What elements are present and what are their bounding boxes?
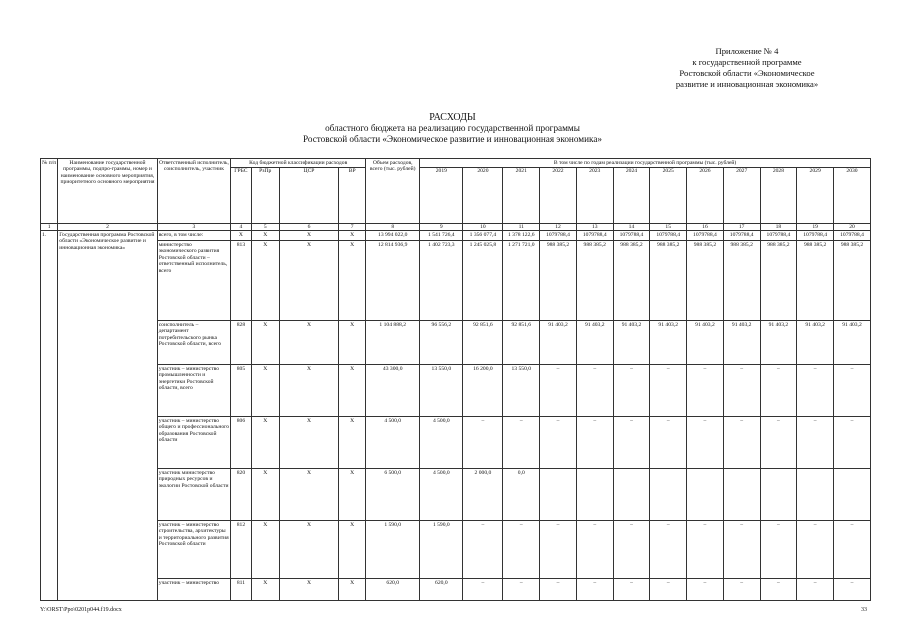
year-value-cell: 988 385,2 [540,241,577,321]
year-value-cell: 1079788,4 [540,231,577,241]
executor-cell: соисполнитель – департамент потребительского рынка Ростовской области, всего [157,321,230,365]
program-name: Государственная программа Ростовской области «Экономическое развитие и инновационная экономика» [58,231,157,601]
header-year: 2022 [540,167,577,223]
year-value-cell: 1079788,4 [687,231,724,241]
year-value-cell: 1 402 723,3 [420,241,463,321]
header-year: 2029 [797,167,834,223]
year-value-cell [834,469,871,521]
vr-cell: X [339,231,366,241]
column-number: 6 [279,223,338,231]
column-number: 18 [760,223,797,231]
total-cell: 6 500,0 [366,469,420,521]
vr-cell: X [339,469,366,521]
year-value-cell: 91 403,2 [723,321,760,365]
year-value-cell: 96 556,2 [420,321,463,365]
table-row [41,579,871,601]
year-value-cell: – [650,579,687,601]
year-value-cell: 13 550,0 [503,365,540,417]
year-value-cell: 988 385,2 [687,241,724,321]
csr-cell: X [279,579,338,601]
vr-cell: X [339,579,366,601]
year-value-cell: 4 500,0 [420,417,463,469]
year-value-cell: – [723,579,760,601]
year-value-cell: – [760,521,797,579]
total-cell: 1 590,0 [366,521,420,579]
year-value-cell: – [463,521,503,579]
executor-cell: всего, в том числе: [157,231,230,241]
year-value-cell: – [540,521,577,579]
year-value-cell [797,469,834,521]
year-value-cell: 4 500,0 [420,469,463,521]
year-value-cell: 91 403,2 [540,321,577,365]
year-value-cell [687,469,724,521]
column-number: 10 [463,223,503,231]
year-value-cell: 1 378 122,6 [503,231,540,241]
title-line-2: областного бюджета на реализацию государственной программы [325,123,580,133]
header-rzpr: РзПр [251,167,279,223]
grbs-cell: 828 [231,321,252,365]
column-number: 9 [420,223,463,231]
year-value-cell: – [723,365,760,417]
vr-cell: X [339,365,366,417]
column-number: 7 [339,223,366,231]
year-value-cell: – [834,417,871,469]
csr-cell: X [279,521,338,579]
csr-cell: X [279,321,338,365]
year-value-cell: 1079788,4 [834,231,871,241]
grbs-cell: 805 [231,365,252,417]
year-value-cell: 91 403,2 [797,321,834,365]
rzpr-cell: X [251,469,279,521]
header-year: 2023 [576,167,613,223]
grbs-cell: 813 [231,241,252,321]
year-value-cell: – [834,521,871,579]
year-value-cell: – [650,417,687,469]
year-value-cell: 91 403,2 [650,321,687,365]
executor-cell: участник – министерство промышленности и энергетики Ростовской области, всего [157,365,230,417]
total-cell: 1 104 888,2 [366,321,420,365]
year-value-cell: – [797,365,834,417]
header-name: Наименование государственной программы, подпро-граммы, номер и наименование основного мероприятия, приоритетного основного мероприятия [58,159,157,224]
grbs-cell: 806 [231,417,252,469]
csr-cell: X [279,365,338,417]
column-number: 20 [834,223,871,231]
year-value-cell: 988 385,2 [576,241,613,321]
total-cell: 43 300,0 [366,365,420,417]
title-line-3: Ростовской области «Экономическое развитие и инновационная экономика» [302,134,602,144]
year-value-cell: 13 550,0 [420,365,463,417]
table-row [41,365,871,417]
table-row [41,469,871,521]
column-number: 2 [58,223,157,231]
rzpr-cell: X [251,321,279,365]
year-value-cell: – [576,579,613,601]
year-value-cell: 988 385,2 [797,241,834,321]
csr-cell: X [279,417,338,469]
table-row [41,321,871,365]
year-value-cell: – [576,417,613,469]
column-number: 14 [613,223,650,231]
table-row [41,231,871,241]
year-value-cell: 1079788,4 [576,231,613,241]
year-value-cell: – [503,521,540,579]
file-path: Y:\ORST\Ppo\0201p044.f19.docx [40,607,122,613]
rzpr-cell: X [251,231,279,241]
year-value-cell [650,469,687,521]
header-year: 2027 [723,167,760,223]
year-value-cell: 620,0 [420,579,463,601]
document-title [0,112,905,145]
vr-cell: X [339,521,366,579]
year-value-cell: 91 403,2 [576,321,613,365]
appendix-line-4: развитие и инновационная экономика» [675,79,819,89]
rzpr-cell: X [251,365,279,417]
column-number: 5 [251,223,279,231]
appendix-line-2: к государственной программе [692,57,802,67]
appendix-block [627,46,867,90]
year-value-cell: 988 385,2 [613,241,650,321]
year-value-cell: 92 851,6 [463,321,503,365]
page-number: 33 [861,607,867,613]
executor-cell: министерство экономического развития Ростовской области – ответственный исполнитель, всего [157,241,230,321]
header-year: 2024 [613,167,650,223]
year-value-cell: 91 403,2 [613,321,650,365]
rzpr-cell: X [251,417,279,469]
column-number: 15 [650,223,687,231]
year-value-cell: – [650,521,687,579]
year-value-cell: 1 541 726,4 [420,231,463,241]
header-year: 2030 [834,167,871,223]
year-value-cell: 1079788,4 [613,231,650,241]
year-value-cell: 0,0 [503,469,540,521]
header-grbs: ГРБС [231,167,252,223]
year-value-cell: – [540,579,577,601]
total-cell: 620,0 [366,579,420,601]
header-year: 2026 [687,167,724,223]
rzpr-cell: X [251,521,279,579]
year-value-cell [576,469,613,521]
year-value-cell: 988 385,2 [723,241,760,321]
year-value-cell [540,469,577,521]
column-number: 1 [41,223,58,231]
year-value-cell: – [723,521,760,579]
column-number: 3 [157,223,230,231]
header-year: 2028 [760,167,797,223]
header-num: № п/п [41,159,58,224]
column-number: 19 [797,223,834,231]
column-number: 11 [503,223,540,231]
header-year: 2019 [420,167,463,223]
grbs-cell: X [231,231,252,241]
year-value-cell [760,469,797,521]
year-value-cell: – [576,365,613,417]
column-number: 16 [687,223,724,231]
total-cell: 4 500,0 [366,417,420,469]
year-value-cell: 91 403,2 [834,321,871,365]
grbs-cell: 820 [231,469,252,521]
year-value-cell: – [613,417,650,469]
year-value-cell: 1 245 025,8 [463,241,503,321]
year-value-cell: 1 271 721,0 [503,241,540,321]
appendix-line-3: Ростовской области «Экономическое [679,68,815,78]
table-row [41,417,871,469]
year-value-cell: – [723,417,760,469]
year-value-cell: – [503,417,540,469]
year-value-cell: – [463,417,503,469]
rzpr-cell: X [251,241,279,321]
vr-cell: X [339,417,366,469]
column-number: 13 [576,223,613,231]
header-year: 2021 [503,167,540,223]
executor-cell: участник министерство природных ресурсов и экологии Ростовской области [157,469,230,521]
year-value-cell: – [760,579,797,601]
csr-cell: X [279,469,338,521]
year-value-cell: 1 590,0 [420,521,463,579]
year-value-cell: 1079788,4 [797,231,834,241]
total-cell: 13 994 022,0 [366,231,420,241]
header-volume: Объем расходов, всего (тыс. рублей) [366,159,420,224]
year-value-cell: 1079788,4 [723,231,760,241]
year-value-cell: 988 385,2 [760,241,797,321]
year-value-cell [723,469,760,521]
header-vr: ВР [339,167,366,223]
table-row [41,521,871,579]
column-number: 17 [723,223,760,231]
year-value-cell: – [797,521,834,579]
header-years-group: В том числе по годам реализации государственной программы (тыс. рублей) [420,159,871,168]
program-number: 1. [41,231,58,601]
year-value-cell: – [613,579,650,601]
executor-cell: участник – министерство общего и профессионального образования Ростовской области [157,417,230,469]
year-value-cell: – [797,579,834,601]
grbs-cell: 812 [231,521,252,579]
year-value-cell: 16 200,0 [463,365,503,417]
year-value-cell: 1 356 077,4 [463,231,503,241]
year-value-cell: 988 385,2 [834,241,871,321]
total-cell: 12 814 936,9 [366,241,420,321]
year-value-cell: – [687,417,724,469]
year-value-cell: 1079788,4 [760,231,797,241]
year-value-cell: 92 851,6 [503,321,540,365]
year-value-cell: – [463,579,503,601]
header-csr: ЦСР [279,167,338,223]
year-value-cell: 91 403,2 [687,321,724,365]
year-value-cell: – [503,579,540,601]
year-value-cell: – [540,365,577,417]
expenses-table [40,158,871,601]
year-value-cell: – [687,365,724,417]
grbs-cell: 811 [231,579,252,601]
csr-cell: X [279,241,338,321]
year-value-cell: – [834,365,871,417]
year-value-cell: – [834,579,871,601]
column-number: 12 [540,223,577,231]
year-value-cell: 988 385,2 [650,241,687,321]
vr-cell: X [339,321,366,365]
year-value-cell: 1079788,4 [650,231,687,241]
year-value-cell [613,469,650,521]
column-number: 4 [231,223,252,231]
year-value-cell: 2 000,0 [463,469,503,521]
header-code-group: Код бюджетной классификации расходов [231,159,366,168]
rzpr-cell: X [251,579,279,601]
title-main: РАСХОДЫ [429,112,476,123]
year-value-cell: – [797,417,834,469]
year-value-cell: – [687,521,724,579]
column-number-row [41,223,871,231]
executor-cell: участник – министерство [157,579,230,601]
year-value-cell: – [613,365,650,417]
vr-cell: X [339,241,366,321]
column-number: 8 [366,223,420,231]
year-value-cell: – [613,521,650,579]
csr-cell: X [279,231,338,241]
year-value-cell: – [760,365,797,417]
header-year: 2025 [650,167,687,223]
appendix-line-1: Приложение № 4 [715,46,779,56]
year-value-cell: – [576,521,613,579]
executor-cell: участник – министерство строительства, архитектуры и территориального развития Ростовской области [157,521,230,579]
year-value-cell: – [540,417,577,469]
header-year: 2020 [463,167,503,223]
year-value-cell: – [650,365,687,417]
year-value-cell: – [760,417,797,469]
year-value-cell: – [687,579,724,601]
table-row [41,241,871,321]
year-value-cell: 91 403,2 [760,321,797,365]
header-executor: Ответственный исполнитель, соисполнитель, участник [157,159,230,224]
